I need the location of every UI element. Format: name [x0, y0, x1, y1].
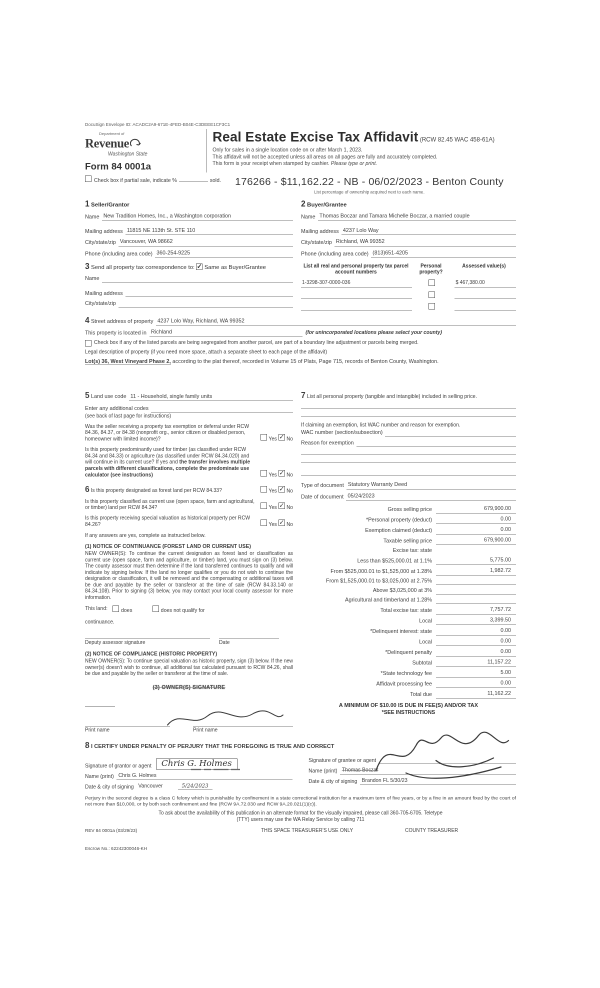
- tax-row: *Delinquent interest: state 0.00: [301, 628, 516, 636]
- does-checkbox[interactable]: [113, 606, 120, 613]
- historical-property-question: Is this property receiving special valuation as historical property per RCW 84.26?: [85, 515, 251, 528]
- grantor-date-value[interactable]: 5/24/2023: [178, 783, 213, 790]
- additional-codes-label: Enter any additional codes: [85, 405, 149, 412]
- tax-row: Subtotal 11,157.22: [301, 659, 516, 667]
- historical-property-answer: Yes ✓ No: [261, 519, 293, 528]
- sold-label: sold.: [209, 177, 221, 184]
- deputy-date-line[interactable]: [219, 639, 279, 640]
- form-title: Real Estate Excise Tax Affidavit: [212, 129, 419, 145]
- see-back-note: (see back of last page for instructions): [85, 413, 172, 419]
- tax-row: Local 3,399.50: [301, 617, 516, 625]
- tax-value[interactable]: 0.00: [436, 516, 516, 524]
- title-block: [213, 129, 517, 173]
- type-or-print-note: Please type or print.: [330, 161, 378, 167]
- this-land-label: This land:: [85, 606, 108, 612]
- tax-value[interactable]: 0.00: [436, 680, 516, 688]
- parcel-table: [301, 264, 516, 311]
- yes-checkbox[interactable]: [261, 503, 268, 510]
- timber-agriculture-answer: Yes ✓ No: [261, 470, 293, 479]
- land-use-label: Land use code: [90, 393, 127, 400]
- exemption-deferral-question: Was the seller receiving a property tax exemption or deferral under RCW 84.36, 84.37, or 84.38 (nonprofit org., senior citizen or disabled person, homeowner with limited income)?: [85, 423, 250, 443]
- personal-property-checkbox[interactable]: [429, 280, 436, 287]
- parcel-number[interactable]: [301, 293, 412, 300]
- assessed-value[interactable]: $ 467,380.00: [455, 280, 516, 287]
- tax-row: Excise tax: state: [301, 548, 516, 555]
- seller-phone-value[interactable]: 360-254-9225: [155, 250, 293, 258]
- escrow-number: Escrow No.: 62242300046-KH: [85, 846, 148, 852]
- grantor-signature[interactable]: Chris G. Holmes: [154, 757, 293, 770]
- tax-value[interactable]: 11,157.22: [436, 659, 516, 667]
- street-address-label: Street address of property: [90, 318, 154, 325]
- current-use-answer: Yes ✓ No: [261, 503, 293, 512]
- section-8: 8 I CERTIFY UNDER PENALTY OF PERJURY THAT THE FOREGOING IS TRUE AND CORRECT Signature of grantor or agent Chris G. Holmes Name (print) Chris G. Holmes Date & city of signing Vancouver 5/24/2023 Signature of grantee or agent Name (print) Thomas Boczar Date & city of signing Brandon FL 5/30/23: [85, 741, 516, 791]
- grantee-date-label: Date & city of signing: [308, 778, 358, 785]
- print-name-line[interactable]: [193, 720, 293, 727]
- tax-row: Gross selling price 679,900.00: [301, 506, 516, 514]
- tax-value[interactable]: 0.00: [436, 649, 516, 657]
- affidavit-form: DocuSign Envelope ID: ACADC2A9-671E-4FED-B04E-C3DEEE1CF3C1 Department of Revenue Washington State Form 84 0001a Real Estate Excise Tax Affidavit (RCW 82.45 WAC 458-61A) Only for sales in a single location code on or after March 1, 2023. This affidavit will not be accepted unless all areas on all pages are fully and accurately completed. This form is your receipt when stamped by cashier. Please type or print. Check box if partial sale, indicate % sold. 176266 - $11,162.22 - NB - 06/02/2023 - Benton County List percentage of ownership acquired next to each name. 1 Seller/Grantor Name New Tradition Homes, Inc., a Washington corporation Mailing address 11815 NE 113th St. STE 110 City/state/zip Vancouver, WA 98662 Phone (including area code) 360-254-9225 3 Send all property tax correspondence to: ✓ Same as Buyer/Grantee Name Mailing address City/state/zip 2 Buyer/Grantee Name Thomas Boczar and Tamara Michelle Boczar, a married couple Mailing address 4237 Lolo Way City/state/zip Richland, WA 99352 Phone (including area code) (813)651-4205 List all real and personal property tax parcel account numbers Personal property? Assessed value(s) 1-3298-307-0000-036 $ 467,380.00 4 Street address of property 4237 Lolo Way, Richland, WA 99352 This property is located in Richland (for unincorporated locations please select your county) Check box if any of the listed parcels are being segregated from another parcel, are part of a boundary line adjustment or parcels being merged. Legal description of property (if you need more space, attach a separate sheet to each page of the affidavit) Lot(s) 36, West Vineyard Phase 2, according to the plat thereof, recorded in Volume 15 of Plats, Page 715, records of Benton County, Washington. 5 Land use code 11 - Household, single family units Enter any additional codes (see back of last page for instructions) Was the seller receiving a property tax exemption or deferral under RCW 84.36, 84.37, or 84.38 (nonprofit org., senior citizen or disabled person, homeowner with limited income)? Yes ✓ No Is this property predominantly used for timber (as classified under RCW 84.34 and 84.33) or agriculture (as classified under RCW 84.34.020) and will continue in its current use? If yes and the transfer involves multiple parcels with different classifications, complete the predominate use calculator (see instructions) Yes ✓ No 6 Is this property designated as forest land per RCW 84.33? Yes ✓ No Is this property classified as current use (open space, farm and agricultural, or timber) land per RCW 84.34? Yes ✓ No Is this property receiving special valuation as historical property per RCW 84.26? Yes ✓ No If any answers are yes, complete as instructed below. (1) NOTICE OF CONTINUANCE (FOREST LAND OR CURRENT USE) NEW OWNER(S): To continue the current designation as forest land or classification as current use (open space, farm and agriculture, or timber) land, you must sign on (3) below. The county assessor must then determine if the land transferred continues to qualify and will indicate by signing below. If the land no longer qualifies or you do not wish to continue the designation or classification, it will be removed and the compensating or additional taxes will be due and payable by the seller or transferor at the time of sale (RCW 84.33.140 or 84.34.108). Prior to signing (3) below, you may contact your local county assessor for more information. This land: does does not qualify for continuance. Deputy assessor signature Date (2) NOTICE OF COMPLIANCE (HISTORIC PROPERTY) NEW OWNER(S): To continue special valuation as historic property, sign (3) below. If the new owner(s) doesn't wish to continue, all additional tax calculated pursuant to RCW 84.26, shall be due and payable by the seller or transferor at the time of sale. (3) OWNER(S) SIGNATURE Print name Print name 7 List all personal property (tangible and intangible) included in selling price. If claiming an exemption, list WAC number and reason for exemption. WAC number (section/subsection) Reason for exemption Type of document Statutory Warranty Deed Date of document 05/24/2023 Gross selling price 679,900.00 *Personal property (deduct) 0.00 Exemption claimed (deduct) 0.00 Taxable selling price 679,900.00 Excise tax: state Less than $525,000.01 at 1.1% 5,775.00 From $525,000.01 to $1,525,000 at 1.28% 1,982.72 From $1,525,000.01 to $3,025,000 at 2.75% Above $3,025,000 at 3% Agricultural and timberland at 1.28% Total excise tax: state 7,757.72 Local 3,399.50 *Delinquent interest: state 0.00 Local 0.00 *Delinquent penalty 0.00 Subtotal 11,157.22 *State technology fee 5.00 Affidavit processing fee 0.00 Total due 11,162.22 A MINIMUM OF $10.00 IS DUE IN FEE(S) AND/OR TAX *SEE INSTRUCTIONS 8 I CERTIFY UNDER PENALTY OF PERJURY THAT THE FOREGOING IS TRUE AND CORRECT Signature of grantor or agent Chris G. Holmes Name (print) Chris G. Holmes Date & city of signing Vancouver 5/24/2023 Signature of grantee or agent Name (print) Thomas Boczar Date & city of signing Brandon FL 5/30/23 Perjury in the second degree is a class C felony which is punishable by confinement in a state correctional institution for a maximum term of five years, or by a fine in an amount fixed by the court of not more than $10,000, or by both such confinement and fine (RCW 9A.72.030 and RCW 9A.20.021(1)(c)). To ask about the availability of this publication in an alternate format for the visually impaired, please call 360-705-6705. Teletype (TTY) users may use the WA Relay Service by calling 711 REV 84 0001a (03/29/23) THIS SPACE TREASURER'S USE ONLY COUNTY TREASURER Escrow No.: 62242300046-KH: [85, 122, 516, 852]
- tax-value[interactable]: 11,162.22: [436, 691, 516, 699]
- revenue-logo-icon: [130, 138, 141, 150]
- no-checkbox[interactable]: [278, 519, 285, 526]
- segregated-label: Check box if any of the listed parcels are being segregated from another parcel, are part of a boundary line adjustment or parcels being merged.: [94, 340, 419, 346]
- perjury-statement: Perjury in the second degree is a class C felony which is punishable by confinement in a state correctional institution for a maximum term of five years, or by a fine in an amount fixed by the court of not more than $10,000, or by both such confinement and fine (RCW 9A.72.030 and RCW 9A.20.021(1)(c)).: [85, 795, 516, 807]
- same-as-buyer-checkbox[interactable]: [196, 264, 203, 271]
- if-yes-note: If any answers are yes, complete as instructed below.: [85, 532, 206, 539]
- see-instructions-note: *SEE INSTRUCTIONS: [381, 709, 436, 716]
- grantee-date-value[interactable]: Brandon FL 5/30/23: [360, 777, 516, 785]
- reason-line[interactable]: [301, 455, 516, 463]
- tax-row: Local 0.00: [301, 638, 516, 646]
- seller-mailing-label: Mailing address: [85, 228, 123, 235]
- forest-land-answer: Yes ✓ No: [261, 486, 293, 495]
- land-use-value[interactable]: 11 - Household, single family units: [129, 393, 293, 401]
- reason-exemption-label: Reason for exemption: [301, 439, 354, 446]
- tax-value[interactable]: 0.00: [436, 638, 516, 646]
- assessed-value[interactable]: [455, 304, 516, 311]
- personal-property-line[interactable]: [301, 409, 516, 417]
- timber-agriculture-question: Is this property predominantly used for timber (as classified under RCW 84.34 and 84.33) or agriculture (as classified under RCW 84.34.020) and will continue in its current use? If yes and the transfer involves multiple parcels with different classifications, complete the predominate use calculator (see instructions): [85, 446, 251, 478]
- rcw-reference: (RCW 82.45 WAC 458-61A): [419, 136, 495, 144]
- tax-value[interactable]: [436, 588, 516, 595]
- legal-description-label: Legal description of property (if you need more space, attach a separate sheet to each page of the affidavit): [85, 349, 328, 356]
- no-checkbox[interactable]: [278, 434, 285, 441]
- owner-print-names: [85, 720, 293, 734]
- certify-statement: I CERTIFY UNDER PENALTY OF PERJURY THAT THE FOREGOING IS TRUE AND CORRECT: [90, 743, 335, 750]
- seller-city-label: City/state/zip: [85, 239, 116, 246]
- print-name-label: Print name: [193, 727, 218, 733]
- seller-phone-label: Phone (including area code): [85, 250, 153, 257]
- tax-row: Above $3,025,000 at 3%: [301, 588, 516, 595]
- corr-name-label: Name: [85, 275, 100, 282]
- tax-value[interactable]: [436, 597, 516, 604]
- wac-number-label: WAC number (section/subsection): [301, 429, 383, 436]
- personal-property-checkbox[interactable]: [429, 291, 436, 298]
- cashier-stamp-block: [235, 176, 504, 195]
- doc-date-label: Date of document: [301, 493, 344, 500]
- grantor-sig-label: Signature of grantor or agent: [85, 763, 152, 769]
- yes-checkbox[interactable]: [261, 470, 268, 477]
- exemption-deferral-answer: Yes ✓ No: [261, 434, 293, 443]
- grantee-signature-block: [309, 754, 517, 791]
- grantor-name-label: Name (print): [85, 773, 114, 780]
- doc-type-value[interactable]: Statutory Warranty Deed: [346, 482, 516, 490]
- deputy-assessor-label: Deputy assessor signature: [85, 640, 146, 646]
- tax-value[interactable]: 679,900.00: [436, 537, 516, 545]
- section-2-heading: 2 Buyer/Grantee: [301, 200, 347, 209]
- buyer-phone-label: Phone (including area code): [301, 250, 369, 257]
- corr-mailing-field[interactable]: [125, 291, 293, 298]
- no-checkbox[interactable]: [278, 486, 285, 493]
- grantee-name-label: Name (print): [308, 768, 338, 774]
- buyer-phone-value[interactable]: (813)651-4205: [371, 250, 516, 258]
- buyer-mailing-label: Mailing address: [301, 228, 339, 235]
- rev-number: REV 84 0001a (03/29/23): [85, 828, 138, 834]
- form-number: Form 84 0001a: [85, 161, 152, 172]
- yes-checkbox[interactable]: [261, 519, 268, 526]
- located-in-label: This property is located in: [85, 329, 147, 336]
- print-name-line[interactable]: [85, 720, 170, 727]
- legal-description: Lot(s) 36, West Vineyard Phase 2, according to the plat thereof, recorded in Volume 15 of Plats, Page 715, records of Benton County, Washington.: [85, 358, 439, 365]
- buyer-city-label: City/state/zip: [301, 239, 332, 246]
- seller-mailing-value[interactable]: 11815 NE 113th St. STE 110: [125, 227, 293, 235]
- buyer-city-value[interactable]: Richland, WA 99352: [334, 239, 516, 247]
- grantor-name-print[interactable]: Chris G. Holmes: [116, 772, 292, 780]
- assessed-value[interactable]: [455, 293, 516, 300]
- buyer-name-value[interactable]: Thomas Boczar and Tamara Michelle Boczar, a married couple: [318, 213, 516, 221]
- tax-value[interactable]: 679,900.00: [436, 506, 516, 514]
- personal-property-checkbox[interactable]: [429, 303, 436, 310]
- does-not-checkbox[interactable]: [152, 606, 159, 613]
- tax-row: Total due 11,162.22: [301, 691, 516, 699]
- parcel-number[interactable]: [301, 304, 412, 311]
- tax-row: *Delinquent penalty 0.00: [301, 649, 516, 657]
- alternate-format-note: To ask about the availability of this publication in an alternate format for the visually impaired, please call 360-705-6705. Teletype (TTY) users may use the WA Relay Service by calling 711: [158, 810, 443, 823]
- land-qualify-row: This land: does does not qualify for continuance.: [85, 606, 205, 626]
- corr-mailing-label: Mailing address: [85, 290, 123, 297]
- grantee-signature-line[interactable]: [379, 757, 516, 764]
- personal-property-col-header: Personal property?: [419, 263, 443, 276]
- tax-row: From $1,525,000.01 to $3,025,000 at 2.75%: [301, 578, 516, 585]
- notice-continuance-body: NEW OWNER(S): To continue the current designation as forest land or classification as current use (open space, farm and agriculture, or timber) land, you must sign on (3) below. The county assessor must then determine if the land transferred continues to qualify and will indicate by signing below. If the land no longer qualifies or you do not wish to continue the designation or classification, it will be removed and the compensating or additional taxes will be due and payable by the seller or transferor at the time of sale (RCW 84.33.140 or 84.34.108). Prior to signing (3) below, you may contact your local county assessor for more information.: [85, 551, 293, 601]
- owner-signature-title: (3) OWNER(S) SIGNATURE: [152, 684, 226, 691]
- tax-value[interactable]: 3,399.50: [436, 617, 516, 625]
- personal-property-list-label: 7 List all personal property (tangible and intangible) included in selling price.: [301, 391, 478, 401]
- street-address-value[interactable]: 4237 Lolo Way, Richland, WA 99352: [156, 318, 516, 326]
- seller-city-value[interactable]: Vancouver, WA 98662: [118, 239, 293, 247]
- buyer-name-label: Name: [301, 214, 316, 221]
- instruction-line-2: This affidavit will not be accepted unless all areas on all pages are fully and accurately completed.: [212, 154, 438, 160]
- agency-block: [85, 129, 200, 173]
- tax-row: Total excise tax: state 7,757.72: [301, 607, 516, 615]
- corr-name-field[interactable]: [102, 276, 293, 283]
- tax-value[interactable]: 0.00: [436, 527, 516, 535]
- tax-row: Less than $525,000.01 at 1.1% 5,775.00: [301, 557, 516, 565]
- partial-sale-row: [85, 176, 516, 195]
- correspondence-label: Send all property tax correspondence to:: [91, 264, 195, 271]
- grantor-city-value[interactable]: Vancouver: [138, 783, 163, 789]
- tax-row: *State technology fee 5.00: [301, 670, 516, 678]
- partial-percent-field[interactable]: [179, 177, 208, 183]
- same-as-buyer-label: Same as Buyer/Grantee: [204, 264, 267, 271]
- no-checkbox[interactable]: [278, 503, 285, 510]
- instruction-line-1: Only for sales in a single location code on or after March 1, 2023.: [212, 147, 363, 153]
- stray-mark: [85, 706, 115, 707]
- grantor-signature-block: [85, 754, 293, 791]
- doc-type-label: Type of document: [301, 482, 344, 489]
- form-header: [85, 129, 516, 173]
- yes-checkbox[interactable]: [261, 486, 268, 493]
- yes-checkbox[interactable]: [261, 434, 268, 441]
- tax-value[interactable]: 7,757.72: [436, 607, 516, 615]
- legal-description-fill[interactable]: Lot(s) 36, West Vineyard Phase 2,: [85, 358, 171, 365]
- footer-row: [85, 828, 516, 835]
- ownership-note: List percentage of ownership acquired next to each name.: [314, 189, 425, 195]
- docusign-envelope-id: DocuSign Envelope ID: ACADC2A9-671E-4FED-B04E-C3DEEE1CF3C1: [85, 122, 231, 127]
- parcel-col-header: List all real and personal property tax parcel account numbers: [303, 263, 409, 276]
- tax-value[interactable]: 5,775.00: [436, 557, 516, 565]
- deputy-assessor-signature-line[interactable]: [85, 639, 210, 640]
- minimum-fee-note: A MINIMUM OF $10.00 IS DUE IN FEE(S) AND/OR TAX: [338, 702, 479, 709]
- no-checkbox[interactable]: [278, 470, 285, 477]
- grantee-sig-label: Signature of grantee or agent: [308, 757, 377, 764]
- washington-state-label: Washington State: [108, 151, 148, 157]
- parcel-row: [301, 280, 516, 288]
- assessed-value-col-header: Assessed value(s): [462, 263, 506, 270]
- forest-land-question: 6 Is this property designated as forest land per RCW 84.33?: [85, 485, 222, 494]
- tax-row: Affidavit processing fee 0.00: [301, 680, 516, 688]
- section-1-heading: 1 Seller/Grantor: [85, 200, 130, 209]
- partial-sale-checkbox[interactable]: [85, 176, 92, 183]
- revenue-wordmark: Revenue: [85, 137, 130, 151]
- tax-row: Taxable selling price 679,900.00: [301, 537, 516, 545]
- unincorporated-note: (for unincorporated locations please select your county): [305, 330, 442, 336]
- reason-line[interactable]: [301, 468, 516, 476]
- tax-row: Exemption claimed (deduct) 0.00: [301, 527, 516, 535]
- wac-number-field[interactable]: [385, 430, 516, 437]
- tax-row: From $525,000.01 to $1,525,000 at 1.28% 1,982.72: [301, 568, 516, 576]
- doc-date-value[interactable]: 05/24/2023: [346, 493, 516, 501]
- notice-continuance-title: (1) NOTICE OF CONTINUANCE (FOREST LAND OR CURRENT USE): [85, 544, 251, 550]
- grantee-name-print[interactable]: Thomas Boczar: [340, 767, 516, 775]
- notice-compliance-body: NEW OWNER(S): To continue special valuation as historic property, sign (3) below. If the new owner(s) doesn't wish to continue, all additional tax calculated pursuant to RCW 84.26, shall be due and payable by the seller or transferor at the time of sale.: [85, 658, 293, 677]
- partial-sale-label: Check box if partial sale, indicate %: [94, 177, 177, 184]
- current-use-question: Is this property classified as current use (open space, farm and agricultural, or timber) land per RCW 84.34?: [85, 498, 255, 511]
- deputy-date-label: Date: [219, 640, 230, 646]
- tax-row: *Personal property (deduct) 0.00: [301, 516, 516, 524]
- notice-compliance-title: (2) NOTICE OF COMPLIANCE (HISTORIC PROPERTY): [85, 651, 218, 658]
- personal-property-line[interactable]: [301, 401, 516, 409]
- dept-of-label: Department of: [99, 131, 125, 137]
- tax-value[interactable]: 0.00: [436, 628, 516, 636]
- section-3-heading: 3 Send all property tax correspondence to: ✓ Same as Buyer/Grantee: [85, 262, 293, 272]
- located-in-value[interactable]: Richland: [150, 329, 303, 337]
- corr-city-label: City/state/zip: [85, 300, 116, 307]
- grantor-date-label: Date & city of signing: [85, 784, 134, 790]
- header-divider: [206, 129, 207, 173]
- parcel-row: [301, 291, 516, 299]
- tax-value[interactable]: [436, 578, 516, 585]
- exemption-intro: If claiming an exemption, list WAC number and reason for exemption.: [301, 422, 461, 429]
- instruction-line-3: This form is your receipt when stamped by cashier. Please type or print.: [212, 161, 378, 167]
- tax-row: Agricultural and timberland at 1.28%: [301, 597, 516, 604]
- reason-exemption-field[interactable]: [356, 440, 516, 447]
- buyer-mailing-value[interactable]: 4237 Lolo Way: [341, 227, 516, 235]
- parcel-row: [301, 303, 516, 311]
- treasurer-space-label: THIS SPACE TREASURER'S USE ONLY: [261, 828, 354, 834]
- section-4: 4 Street address of property 4237 Lolo Way, Richland, WA 99352 This property is located in Richland (for unincorporated locations please select your county) Check box if any of the listed parcels are being segregated from another parcel, are part of a boundary line adjustment or parcels being merged. Legal description of property (if you need more space, attach a separate sheet to each page of the affidavit) Lot(s) 36, West Vineyard Phase 2, according to the plat thereof, recorded in Volume 15 of Plats, Page 715, records of Benton County, Washington.: [85, 316, 516, 391]
- corr-city-field[interactable]: [118, 301, 293, 308]
- tax-value[interactable]: 1,982.72: [436, 568, 516, 576]
- tax-value: [436, 548, 516, 554]
- print-name-label: Print name: [85, 727, 110, 733]
- parcel-number[interactable]: 1-3298-307-0000-036: [301, 280, 412, 287]
- seller-name-label: Name: [85, 214, 100, 221]
- reason-line[interactable]: [301, 447, 516, 455]
- tax-value[interactable]: 5.00: [436, 670, 516, 678]
- segregated-checkbox[interactable]: [85, 340, 92, 347]
- seller-name-value[interactable]: New Tradition Homes, Inc., a Washington corporation: [102, 213, 293, 221]
- county-treasurer-label: COUNTY TREASURER: [405, 828, 459, 834]
- cashier-stamp: 176266 - $11,162.22 - NB - 06/02/2023 - Benton County: [235, 176, 504, 188]
- additional-codes-field[interactable]: [151, 406, 293, 413]
